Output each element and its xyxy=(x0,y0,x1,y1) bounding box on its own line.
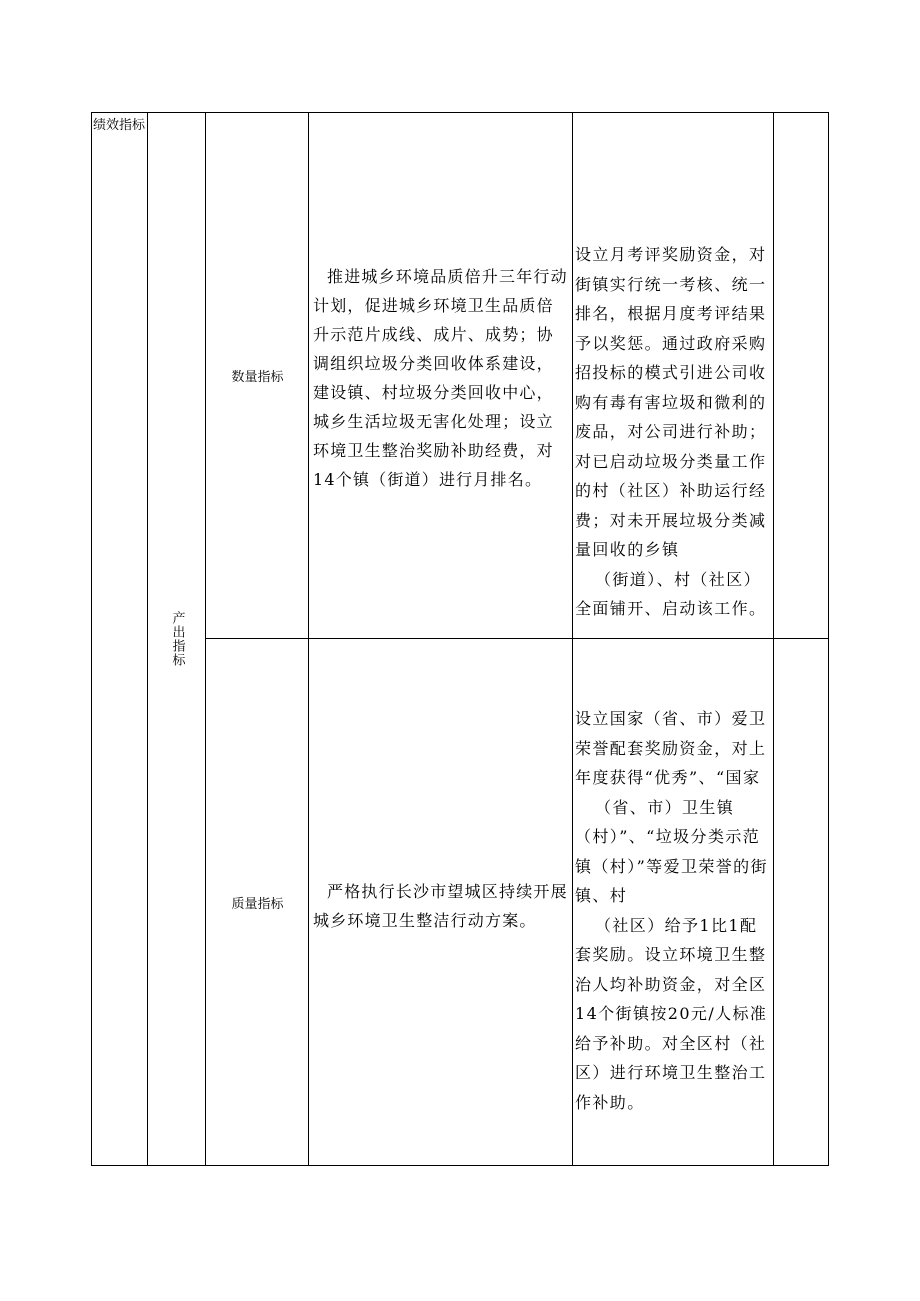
measures-cell xyxy=(573,240,774,624)
measures-text: （社区）给予1比1配套奖励。设立环境卫生整治人均补助资金，对全区14个街镇按20元/人标准给予补助。对全区村（社区）进行环境卫生整治工作补助。 xyxy=(575,915,768,1112)
measures-text: （省、市）卫生镇（村）”、“垃圾分类示范镇（村）”等爱卫荣誉的街镇、村 xyxy=(575,797,768,905)
subcategory-label: 产出指标 xyxy=(169,611,185,667)
category-label: 绩效指标 xyxy=(93,118,146,133)
measures-text: 设立国家（省、市）爱卫荣誉配套奖励资金，对上年度获得“优秀”、“国家 xyxy=(575,709,767,787)
indicator-cell xyxy=(206,639,309,1165)
content-cell xyxy=(309,113,573,638)
measures-text: 设立月考评奖励资金，对街镇实行统一考核、统一排名，根据月度考评结果予以奖惩。通过政府采购招投标的模式引进公司收购有毒有害垃圾和微利的废品，对公司进行补助；对已启动垃圾分类量工作的村（社区）补助运行经费；对未开展垃圾分类减量回收的乡镇 xyxy=(575,245,767,559)
performance-table xyxy=(91,112,829,1166)
indicator-label: 质量指标 xyxy=(231,896,284,912)
indicator-label: 数量指标 xyxy=(231,370,284,385)
measures-cell xyxy=(573,704,774,1117)
content-text: 严格执行长沙市望城区持续开展城乡环境卫生整洁行动方案。 xyxy=(313,882,568,930)
measures-text: （街道）、村（社区）全面铺开、启动该工作。 xyxy=(575,569,767,618)
content-text: 推进城乡环境品质倍升三年行动计划，促进城乡环境卫生品质倍升示范片成线、成片、成势；协调组织垃圾分类回收体系建设，建设镇、村垃圾分类回收中心，城乡生活垃圾无害化处理；设立环境卫生整治奖励补助经费，对14个镇（街道）进行月排名。 xyxy=(313,266,568,489)
subcategory-label-cell xyxy=(148,113,206,1165)
indicator-cell xyxy=(206,113,309,638)
content-cell xyxy=(309,639,573,1165)
